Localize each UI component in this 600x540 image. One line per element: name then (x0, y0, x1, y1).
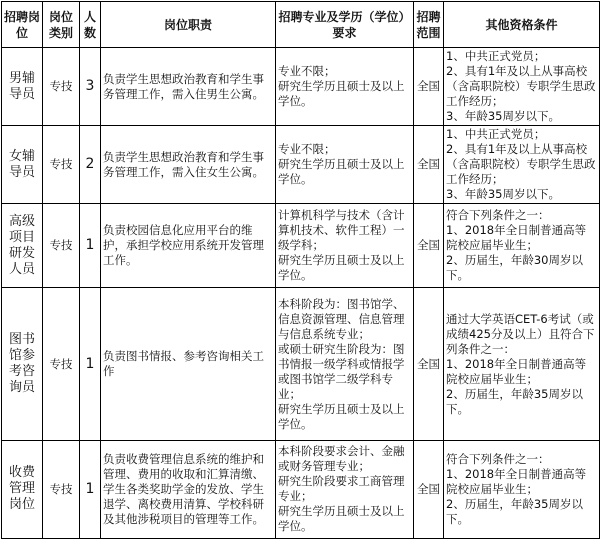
category-cell: 专技 (43, 204, 80, 288)
major-line: 研究生学历且硕士及以上学位。 (278, 79, 405, 109)
major-line: 专业不限； (278, 64, 336, 79)
category-cell: 专技 (43, 440, 80, 538)
post-cell: 女辅导员 (2, 126, 43, 204)
category-cell: 专技 (43, 48, 80, 126)
major-line: 研究生学历且硕士及以上学位。 (278, 504, 405, 534)
other-line: 1、2018年全日制普通高等院校应届毕业生； (446, 223, 587, 253)
count-cell: 1 (80, 204, 101, 288)
major-line: 研究生学历且硕士及以上学位。 (278, 253, 405, 283)
other-line: 3、年龄35周岁以下。 (446, 109, 560, 124)
count-cell: 3 (80, 48, 101, 126)
table-row (2, 48, 600, 126)
other-line: 通过大学英语CET-6考试（或成绩425分及以上）且符合下列条件之一： (446, 311, 595, 356)
header-scope: 招聘范围 (414, 2, 444, 48)
major-cell (276, 126, 414, 204)
header-row (2, 2, 600, 48)
header-major: 招聘专业及学历（学位）要求 (276, 2, 414, 48)
other-line: 1、中共正式党员； (446, 127, 546, 142)
table-row (2, 126, 600, 204)
other-line: 1、2018年全日制普通高等院校应届毕业生； (446, 466, 587, 496)
major-cell (276, 48, 414, 126)
other-cell (444, 126, 600, 204)
scope-cell: 全国 (414, 48, 444, 126)
other-cell (444, 288, 600, 440)
major-cell (276, 204, 414, 288)
other-line: 1、2018年全日制普通高等院校应届毕业生； (446, 356, 587, 386)
table-row (2, 288, 600, 440)
duties-cell: 负责学生思想政治教育和学生事务管理工作，需入住男生公寓。 (101, 48, 276, 126)
header-other: 其他资格条件 (444, 2, 600, 48)
other-cell (444, 440, 600, 538)
major-cell (276, 440, 414, 538)
scope-cell: 全国 (414, 288, 444, 440)
duties-cell: 负责学生思想政治教育和学生事务管理工作，需入住女生公寓。 (101, 126, 276, 204)
header-post: 招聘岗位 (2, 2, 43, 48)
header-count: 人数 (80, 2, 101, 48)
scope-cell: 全国 (414, 126, 444, 204)
scope-cell: 全国 (414, 440, 444, 538)
other-line: 1、中共正式党员； (446, 49, 546, 64)
duties-cell: 负责收费管理信息系统的维护和管理、费用的收取和汇算清缴、学生各类奖助学金的发放、学生退学、离校费用清算、学校科研及其他涉税项目的管理等工作。 (101, 440, 276, 538)
duties-cell: 负责图书情报、参考咨询相关工作 (101, 288, 276, 440)
category-cell: 专技 (43, 288, 80, 440)
major-line: 研究生阶段要求工商管理专业； (278, 474, 405, 504)
recruitment-table (1, 1, 600, 539)
major-line: 计算机科学与技术（含计算机技术、软件工程）一级学科； (278, 208, 405, 253)
post-cell: 收费管理岗位 (2, 440, 43, 538)
major-line: 研究生学历且硕士及以上学位。 (278, 157, 405, 187)
table-row (2, 204, 600, 288)
post-cell: 高级项目研发人员 (2, 204, 43, 288)
scope-cell: 全国 (414, 204, 444, 288)
duties-cell: 负责校园信息化应用平台的维护，承担学校应用系统开发管理工作。 (101, 204, 276, 288)
major-line: 专业不限； (278, 142, 336, 157)
count-cell: 1 (80, 440, 101, 538)
major-line: 或硕士研究生阶段为：图书情报一级学科或情报学或图书馆学二级学科专业； (278, 341, 405, 401)
other-line: 符合下列条件之一： (446, 208, 550, 223)
category-cell: 专技 (43, 126, 80, 204)
other-line: 2、历届生，年龄30周岁以下。 (446, 253, 583, 283)
other-line: 2、具有1年及以上从事高校（含高职院校）专职学生思政工作经历； (446, 64, 596, 109)
table-row (2, 440, 600, 538)
header-duties: 岗位职责 (101, 2, 276, 48)
other-cell (444, 48, 600, 126)
header-category: 岗位类别 (43, 2, 80, 48)
other-line: 2、历届生，年龄35周岁以下。 (446, 496, 583, 526)
major-cell (276, 288, 414, 440)
other-cell (444, 204, 600, 288)
other-line: 3、年龄35周岁以下。 (446, 187, 560, 202)
count-cell: 2 (80, 126, 101, 204)
major-line: 本科阶段为：图书馆学、信息资源管理、信息管理与信息系统专业； (278, 296, 405, 341)
post-cell: 图书馆参考咨询员 (2, 288, 43, 440)
major-line: 本科阶段要求会计、金融或财务管理专业； (278, 444, 405, 474)
count-cell: 1 (80, 288, 101, 440)
other-line: 2、历届生，年龄35周岁以下。 (446, 386, 583, 416)
major-line: 研究生学历且硕士及以上学位。 (278, 401, 405, 431)
post-cell: 男辅导员 (2, 48, 43, 126)
other-line: 符合下列条件之一： (446, 451, 550, 466)
other-line: 2、具有1年及以上从事高校（含高职院校）专职学生思政工作经历； (446, 142, 596, 187)
